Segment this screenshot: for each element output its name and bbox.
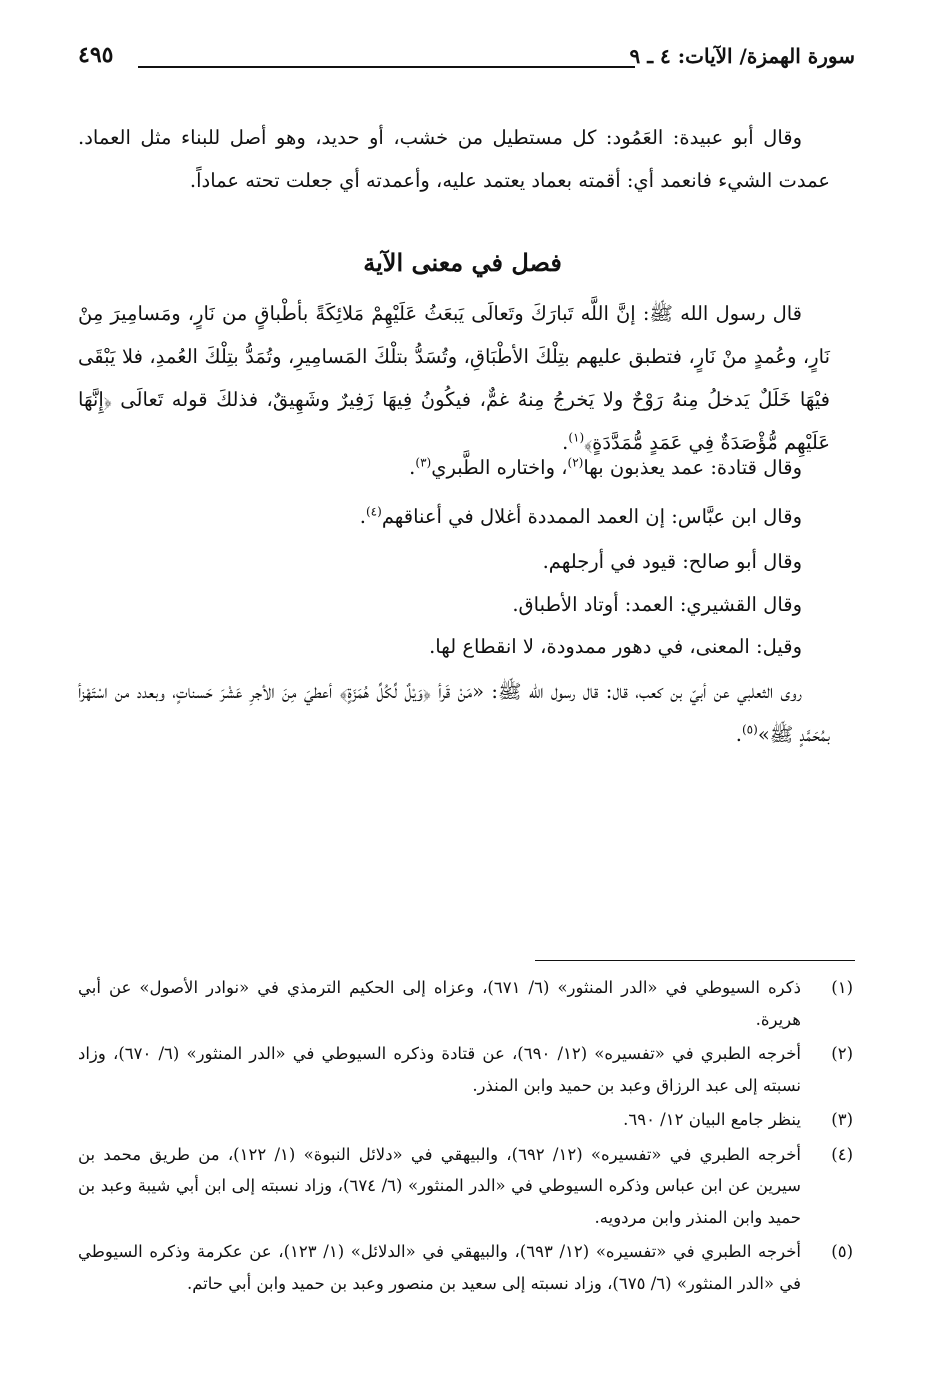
opinion-abu-salih: وقال أبو صالح: قيود في أرجلهم. bbox=[542, 550, 802, 573]
opinion-text: وقال ابن عبَّاس: إن العمد الممددة أغلال في أعناقهم bbox=[381, 505, 802, 528]
chapter-title: سورة الهمزة/ الآيات: ٤ ـ ٩ bbox=[629, 44, 855, 68]
thaalabi-end: . bbox=[735, 723, 742, 746]
opinion-end: . bbox=[409, 456, 416, 479]
header-rule bbox=[138, 66, 635, 68]
footnotes bbox=[78, 972, 853, 1302]
footnote-2 bbox=[78, 1038, 853, 1101]
footnote-4 bbox=[78, 1139, 853, 1234]
footnote-ref-3[interactable]: (٣) bbox=[415, 455, 432, 470]
opinion-end: . bbox=[359, 505, 366, 528]
opinion-ibn-abbas bbox=[78, 505, 830, 528]
footnote-text: أخرجه الطبري في «تفسيره» (١٢/ ٦٩٢)، والبيهقي في «دلائل النبوة» (١/ ١٢٢)، من طريق محمد بن سيرين عن ابن عباس وذكره السيوطي في «الدر المنثور» (٦/ ٦٧٤)، وزاد نسبته إلى ابن أبي شيبة وعبد بن حميد وابن المنذر وابن مردويه. bbox=[78, 1144, 801, 1227]
hadith-text: قال رسول الله ﷺ: إنَّ اللَّه تَبارَكَ وتَعالَى يَبعَثُ عَلَيْهِمْ مَلائِكَةً بأطْباقٍ من نَارٍ، ومَسامِيرَ مِنْ نَارٍ، وعُمدٍ منْ نَارٍ، فتطبق عليهم بتِلْكَ الأطْبَاقِ، وتُسَدُّ بتلْكَ المَسامِيرِ، وتُمَدُّ بتِلْكَ العُمدِ، فلا يَبْقَى فيْهَا خَلَلٌ يَدخلُ مِنهُ رَوْحٌ ولا يَخرجُ مِنهُ غمٌّ، فيكُونُ فِيهَا زَفِيرٌ وشَهِيقٌ، فذلكَ قوله تَعالَى ﴿إِنَّهَا عَلَيْهِم مُّؤْصَدَةٌ فِي عَمَدٍ مُّمَدَّدَةٍ﴾ bbox=[78, 302, 830, 454]
footnote-ref-4[interactable]: (٤) bbox=[365, 504, 382, 519]
opinion-text-cont: ، واختاره الطَّبري bbox=[431, 456, 568, 479]
section-heading: فصل في معنى الآية bbox=[363, 248, 562, 277]
opinion-qatada bbox=[78, 456, 830, 479]
opinion-text: وقال قتادة: عمد يعذبون بها bbox=[583, 456, 802, 479]
running-header bbox=[78, 40, 855, 76]
hadith-paragraph bbox=[78, 292, 830, 464]
page-number: ٤٩٥ bbox=[78, 42, 114, 68]
footnote-number: (١) bbox=[831, 978, 853, 997]
thaalabi-paragraph bbox=[78, 670, 830, 756]
intro-paragraph: وقال أبو عبيدة: العَمُود: كل مستطيل من خشب، أو حديد، وهو أصل للبناء مثل العماد. عمدت الشيء فانعمد أي: أقمته بعماد يعتمد عليه، وأعمدته أي جعلت تحته عماداً. bbox=[78, 126, 830, 192]
footnote-5 bbox=[78, 1236, 853, 1299]
footnote-text: ذكره السيوطي في «الدر المنثور» (٦/ ٦٧١)، وعزاه إلى الحكيم الترمذي في «نوادر الأصول» عن أبي هريرة. bbox=[78, 978, 801, 1029]
footnote-number: (٤) bbox=[831, 1144, 853, 1164]
hadith-end: . bbox=[562, 431, 569, 454]
footnote-text: أخرجه الطبري في «تفسيره» (١٢/ ٦٩٣)، والبيهقي في «الدلائل» (١/ ١٢٣)، عن عكرمة وذكره السيوطي في «الدر المنثور» (٦/ ٦٧٥)، وزاد نسبته إلى سعيد بن منصور وعبد بن حميد وابن أبي حاتم. bbox=[78, 1242, 801, 1293]
footnote-number: (٢) bbox=[831, 1044, 853, 1063]
footnote-ref-2[interactable]: (٢) bbox=[567, 455, 584, 470]
footnote-text: أخرجه الطبري في «تفسيره» (١٢/ ٦٩٠)، عن قتادة وذكره السيوطي في «الدر المنثور» (٦/ ٦٧٠)، وزاد نسبته إلى عبد الرزاق وعبد بن حميد وابن المنذر. bbox=[78, 1044, 801, 1095]
footnote-3 bbox=[78, 1104, 853, 1136]
footnote-ref-5[interactable]: (٥) bbox=[741, 722, 758, 737]
opinion-qushayri: وقال القشيري: العمد: أوتاد الأطباق. bbox=[512, 593, 802, 616]
footnote-1 bbox=[78, 972, 853, 1035]
footnote-number: (٣) bbox=[831, 1110, 853, 1129]
footnote-number: (٥) bbox=[831, 1242, 853, 1261]
footnote-ref-1[interactable]: (١) bbox=[568, 430, 585, 445]
footnote-text: ينظر جامع البيان ١٢/ ٦٩٠. bbox=[623, 1110, 801, 1129]
thaalabi-text: روى الثعلبي عن أبيّ بن كعب، قال: قال رسول الله ﷺ: «مَنْ قَرأ ﴿وَيْلٌ لِّكُلِّ هُمَزَةٍ﴾ أعطيَ مِنَ الأجرِ عَشْرَ حَسناتٍ، وبعدد من اسْتَهْزأ بمُحَمَّدٍ ﷺ» bbox=[78, 680, 830, 746]
footnote-separator bbox=[535, 960, 855, 961]
opinion-dahr: وقيل: المعنى، في دهور ممدودة، لا انقطاع لها. bbox=[429, 635, 802, 658]
